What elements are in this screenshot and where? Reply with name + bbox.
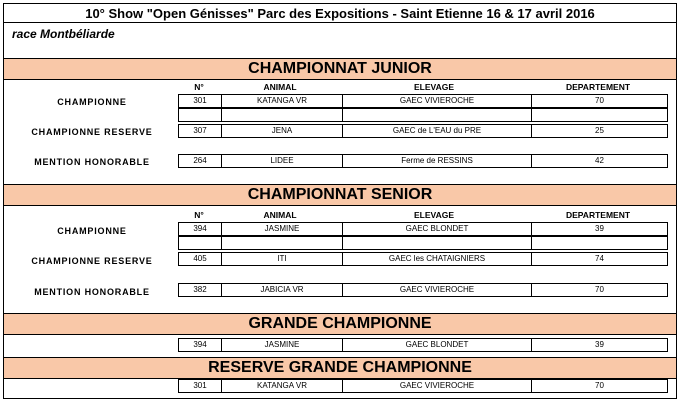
cell-departement: 39 bbox=[595, 340, 604, 349]
breed-label: race Montbéliarde bbox=[12, 27, 115, 41]
cell-animal: ITI bbox=[222, 253, 343, 265]
table-row bbox=[178, 252, 668, 266]
table-row bbox=[178, 94, 668, 108]
table-row bbox=[178, 283, 668, 297]
cell-elevage: GAEC VIVIEROCHE bbox=[343, 95, 532, 107]
cell-departement: 42 bbox=[595, 156, 604, 165]
cell-num: 382 bbox=[179, 284, 222, 296]
col-animal-header: ANIMAL bbox=[263, 210, 297, 220]
table-row bbox=[178, 222, 668, 236]
cell-animal: JASMINE bbox=[222, 223, 343, 235]
cell-num: 394 bbox=[179, 339, 222, 351]
cell-departement: 74 bbox=[595, 254, 604, 263]
table-row bbox=[178, 124, 668, 138]
cell-departement: 70 bbox=[595, 285, 604, 294]
cell-animal: LIDEE bbox=[222, 155, 343, 167]
section-junior-title: CHAMPIONNAT JUNIOR bbox=[4, 58, 676, 80]
cell-elevage: GAEC les CHATAIGNIERS bbox=[343, 253, 532, 265]
section-senior-title: CHAMPIONNAT SENIOR bbox=[4, 184, 676, 206]
cell-elevage: GAEC de L'EAU du PRE bbox=[343, 125, 532, 137]
cell-elevage: GAEC BLONDET bbox=[343, 223, 532, 235]
table-row-empty bbox=[178, 236, 668, 250]
cell-departement: 39 bbox=[595, 224, 604, 233]
cell-animal: JASMINE bbox=[222, 339, 343, 351]
cell-num: 394 bbox=[179, 223, 222, 235]
table-row bbox=[178, 154, 668, 168]
cell-animal: JABICIA VR bbox=[222, 284, 343, 296]
cell-elevage: Ferme de RESSINS bbox=[343, 155, 532, 167]
cell-num: 405 bbox=[179, 253, 222, 265]
table-row bbox=[178, 379, 668, 393]
section-grande-title: GRANDE CHAMPIONNE bbox=[4, 313, 676, 335]
page-title: 10° Show "Open Génisses" Parc des Expositions - Saint Etienne 16 & 17 avril 2016 bbox=[85, 6, 595, 21]
cell-num: 301 bbox=[179, 95, 222, 107]
section-reserve-grande-title: RESERVE GRANDE CHAMPIONNE bbox=[4, 357, 676, 379]
award-label: CHAMPIONNE RESERVE bbox=[31, 256, 153, 266]
col-departement-header: DEPARTEMENT bbox=[565, 210, 631, 220]
cell-elevage: GAEC BLONDET bbox=[343, 339, 532, 351]
award-label: CHAMPIONNE RESERVE bbox=[31, 127, 153, 137]
cell-animal: KATANGA VR bbox=[222, 95, 343, 107]
award-label: MENTION HONORABLE bbox=[34, 287, 150, 297]
cell-num: 301 bbox=[179, 380, 222, 392]
table-row-empty bbox=[178, 108, 668, 122]
col-elevage-header: ELEVAGE bbox=[414, 82, 454, 92]
table-row bbox=[178, 338, 668, 352]
col-elevage-header: ELEVAGE bbox=[414, 210, 454, 220]
cell-elevage: GAEC VIVIEROCHE bbox=[343, 284, 532, 296]
cell-num: 264 bbox=[179, 155, 222, 167]
cell-departement: 25 bbox=[595, 126, 604, 135]
award-label: CHAMPIONNE bbox=[57, 226, 127, 236]
cell-elevage: GAEC VIVIEROCHE bbox=[343, 380, 532, 392]
col-num-header: N° bbox=[194, 82, 204, 92]
cell-num: 307 bbox=[179, 125, 222, 137]
col-num-header: N° bbox=[194, 210, 204, 220]
col-animal-header: ANIMAL bbox=[263, 82, 297, 92]
cell-departement: 70 bbox=[595, 381, 604, 390]
title-divider bbox=[3, 22, 677, 23]
cell-animal: JENA bbox=[222, 125, 343, 137]
award-label: CHAMPIONNE bbox=[57, 97, 127, 107]
cell-departement: 70 bbox=[595, 96, 604, 105]
award-label: MENTION HONORABLE bbox=[34, 157, 150, 167]
cell-animal: KATANGA VR bbox=[222, 380, 343, 392]
col-departement-header: DEPARTEMENT bbox=[565, 82, 631, 92]
